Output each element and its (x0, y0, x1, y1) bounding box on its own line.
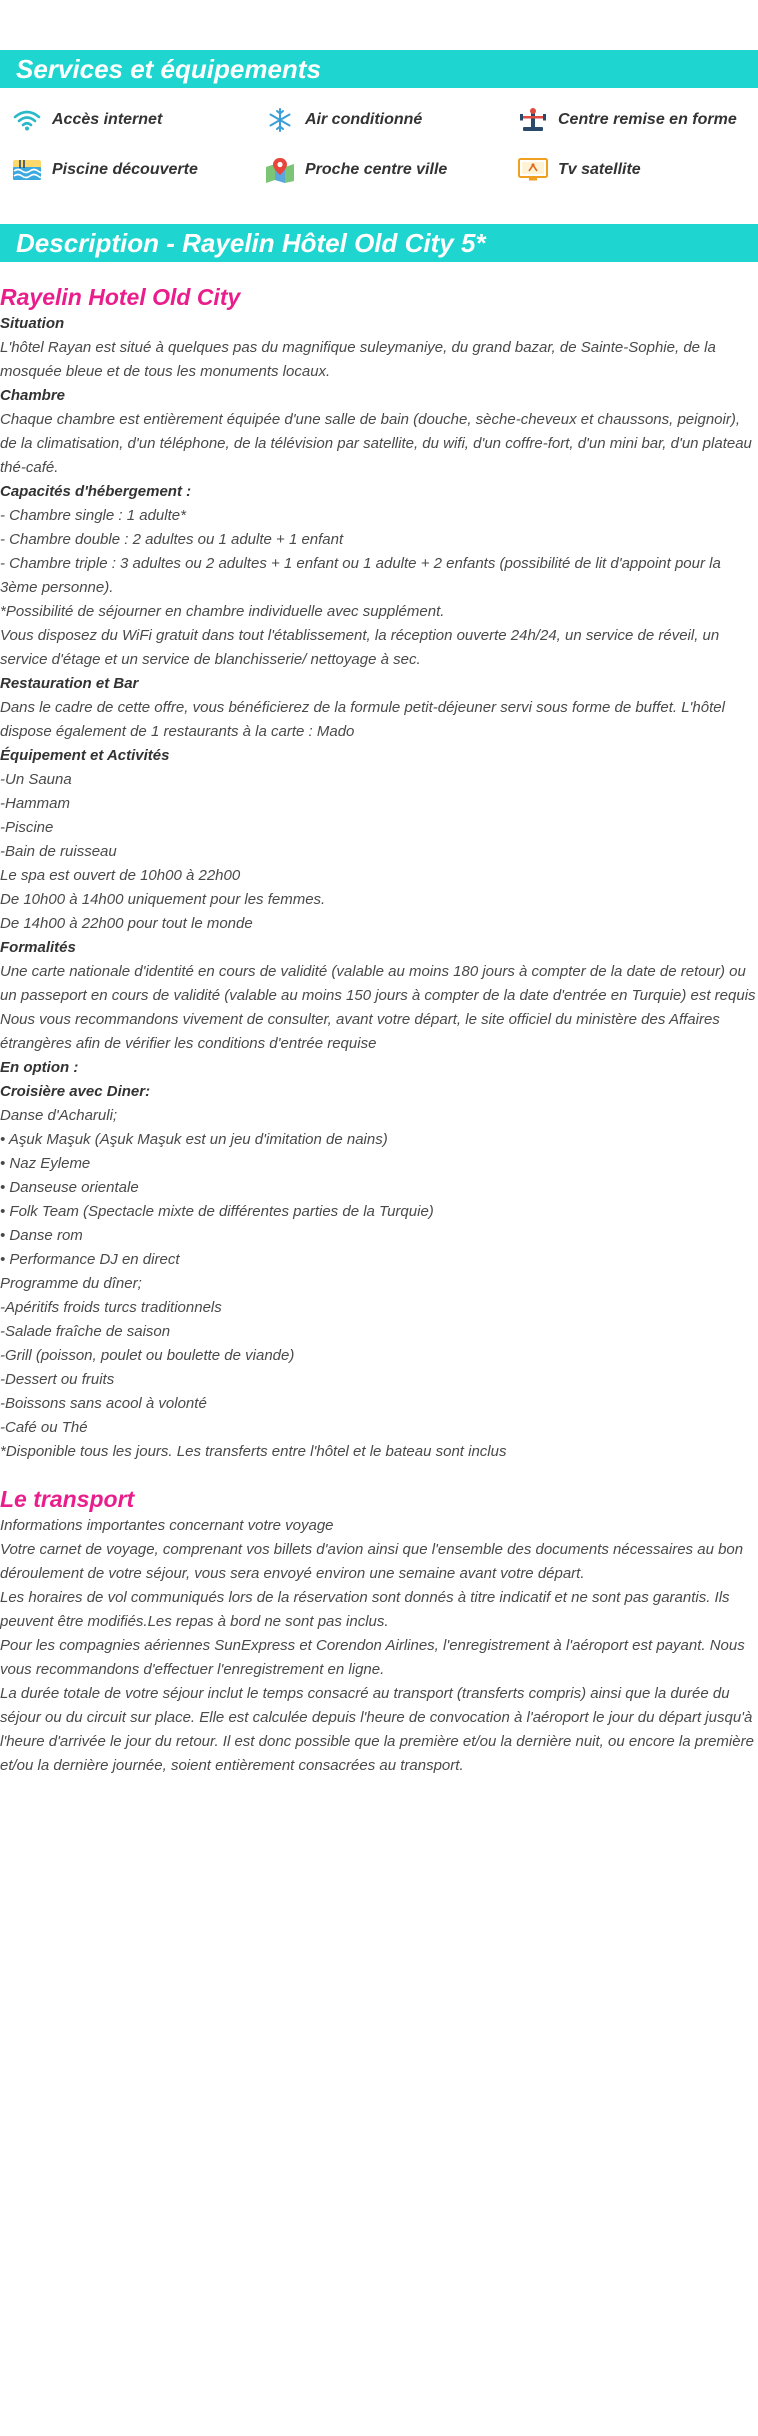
programme-line: -Café ou Thé (0, 1419, 88, 1436)
amenity-city-center (265, 158, 518, 182)
transport-title: Le transport (0, 1486, 135, 1512)
situation-title: Situation (0, 315, 65, 332)
programme-line: -Dessert ou fruits (0, 1371, 115, 1388)
bullet-item: • Naz Eyleme (0, 1155, 91, 1172)
hotel-name: Rayelin Hotel Old City (0, 284, 241, 310)
amenity-internet (12, 108, 265, 132)
programme-title: Programme du dîner; (0, 1275, 142, 1292)
transport-line: Les horaires de vol communiqués lors de la réservation sont donnés à titre indicatif et ne sont pas garantis. Ils peuvent être modifiés.Les repas à bord ne sont pas inclus. (0, 1589, 730, 1630)
programme-line: -Apéritifs froids turcs traditionnels (0, 1299, 222, 1316)
bullet-item: • Aşuk Maşuk (Aşuk Maşuk est un jeu d'imitation de nains) (0, 1131, 388, 1148)
amenity-label: Piscine découverte (52, 161, 198, 178)
amenity-air-conditioning (265, 108, 518, 132)
amenity-label: Proche centre ville (305, 161, 448, 178)
formalites-text: Une carte nationale d'identité en cours de validité (valable au moins 180 jours à compter de la date de retour) ou un passeport en cours de validité (valable au moins 150 jours à compter de la date d'entrée en Turquie) est requis (0, 963, 756, 1004)
compagnies-text: Pour les compagnies aériennes SunExpress et Corendon Airlines, l'enregistrement à l'aéroport est payant. Nous vous recommandons d'effectuer l'enregistrement en ligne. (0, 1637, 745, 1678)
snowflake-icon (265, 108, 295, 132)
spa-line: Le spa est ouvert de 10h00 à 22h00 (0, 867, 241, 884)
amenity-satellite-tv (518, 158, 758, 182)
equip-line: -Bain de ruisseau (0, 843, 117, 860)
pool-icon (12, 158, 42, 182)
bullet-item: • Folk Team (Spectacle mixte de différentes parties de la Turquie) (0, 1203, 434, 1220)
amenity-label: Tv satellite (558, 161, 641, 178)
programme-line: -Boissons sans acool à volonté (0, 1395, 207, 1412)
capacites-title: Capacités d'hébergement : (0, 483, 192, 500)
programme-line: -Salade fraîche de saison (0, 1323, 171, 1340)
amenity-fitness (518, 108, 758, 132)
tv-icon (518, 158, 548, 182)
bullet-item: • Danse rom (0, 1227, 83, 1244)
duree-text: La durée totale de votre séjour inclut le temps consacré au transport (transferts compris) ainsi que la durée du séjour ou du circuit sur place. Elle est calculée depuis l'heure de convocation à l'aéroport le jour du départ jusqu'à l'heure d'arrivée le jour du retour. Il est donc possible que la première et/ou la dernière nuit, ou encore la première et/ou la dernière journée, soient entièrement consacrées au transport. (0, 1685, 754, 1774)
description-header: Description - Rayelin Hôtel Old City 5* (0, 224, 758, 262)
capacites-line: - Chambre triple : 3 adultes ou 2 adultes + 1 enfant ou 1 adulte + 2 enfants (possibilité de lit d'appoint pour la 3ème personne). (0, 555, 721, 596)
equip-title: Équipement et Activités (0, 747, 170, 764)
amenities-grid (0, 88, 758, 182)
spa-line: De 14h00 à 22h00 pour tout le monde (0, 915, 253, 932)
wifi-text: Vous disposez du WiFi gratuit dans tout l'établissement, la réception ouverte 24h/24, un service de réveil, un service d'étage et un service de blanchisserie/ nettoyage à sec. (0, 627, 720, 668)
spa-line: De 10h00 à 14h00 uniquement pour les femmes. (0, 891, 326, 908)
capacites-line: *Possibilité de séjourner en chambre individuelle avec supplément. (0, 603, 445, 620)
programme-line: -Grill (poisson, poulet ou boulette de viande) (0, 1347, 295, 1364)
situation-text: L'hôtel Rayan est situé à quelques pas du magnifique suleymaniye, du grand bazar, de Sainte-Sophie, de la mosquée bleue et de tous les monuments locaux. (0, 339, 716, 380)
disponible-text: *Disponible tous les jours. Les transferts entre l'hôtel et le bateau sont inclus (0, 1443, 507, 1460)
bullet-item: • Danseuse orientale (0, 1179, 139, 1196)
amenity-pool (12, 158, 265, 182)
formalites-title: Formalités (0, 939, 76, 956)
resto-title: Restauration et Bar (0, 675, 139, 692)
danse-intro: Danse d'Acharuli; (0, 1107, 118, 1124)
map-pin-icon (265, 158, 295, 182)
amenity-label: Accès internet (52, 111, 163, 128)
amenity-label: Air conditionné (305, 111, 423, 128)
chambre-title: Chambre (0, 387, 66, 404)
capacites-line: - Chambre single : 1 adulte* (0, 507, 186, 524)
transport-line: Votre carnet de voyage, comprenant vos billets d'avion ainsi que l'ensemble des documents nécessaires au bon déroulement de votre séjour, vous sera envoyé environ une semaine avant votre départ. (0, 1541, 744, 1582)
option-title: En option : (0, 1059, 79, 1076)
recommand-text: Nous vous recommandons vivement de consulter, avant votre départ, le site officiel du ministère des Affaires étrangères afin de vérifier les conditions d'entrée requise (0, 1011, 720, 1052)
fitness-icon (518, 108, 548, 132)
capacites-line: - Chambre double : 2 adultes ou 1 adulte + 1 enfant (0, 531, 344, 548)
amenity-label: Centre remise en forme (558, 111, 737, 128)
wifi-icon (12, 108, 42, 132)
bullet-item: • Performance DJ en direct (0, 1251, 180, 1268)
description-content (0, 282, 758, 1778)
croisiere-title: Croisière avec Diner: (0, 1083, 151, 1100)
services-header: Services et équipements (0, 50, 758, 88)
transport-line: Informations importantes concernant votre voyage (0, 1517, 334, 1534)
resto-text: Dans le cadre de cette offre, vous bénéficierez de la formule petit-déjeuner servi sous forme de buffet. L'hôtel dispose également de 1 restaurants à la carte : Mado (0, 699, 725, 740)
equip-line: -Hammam (0, 795, 70, 812)
chambre-text: Chaque chambre est entièrement équipée d'une salle de bain (douche, sèche-cheveux et chaussons, peignoir), de la climatisation, d'un téléphone, de la télévision par satellite, du wifi, d'un coffre-fort, d'un mini bar, d'un plateau thé-café. (0, 411, 752, 476)
equip-line: -Un Sauna (0, 771, 72, 788)
equip-line: -Piscine (0, 819, 54, 836)
